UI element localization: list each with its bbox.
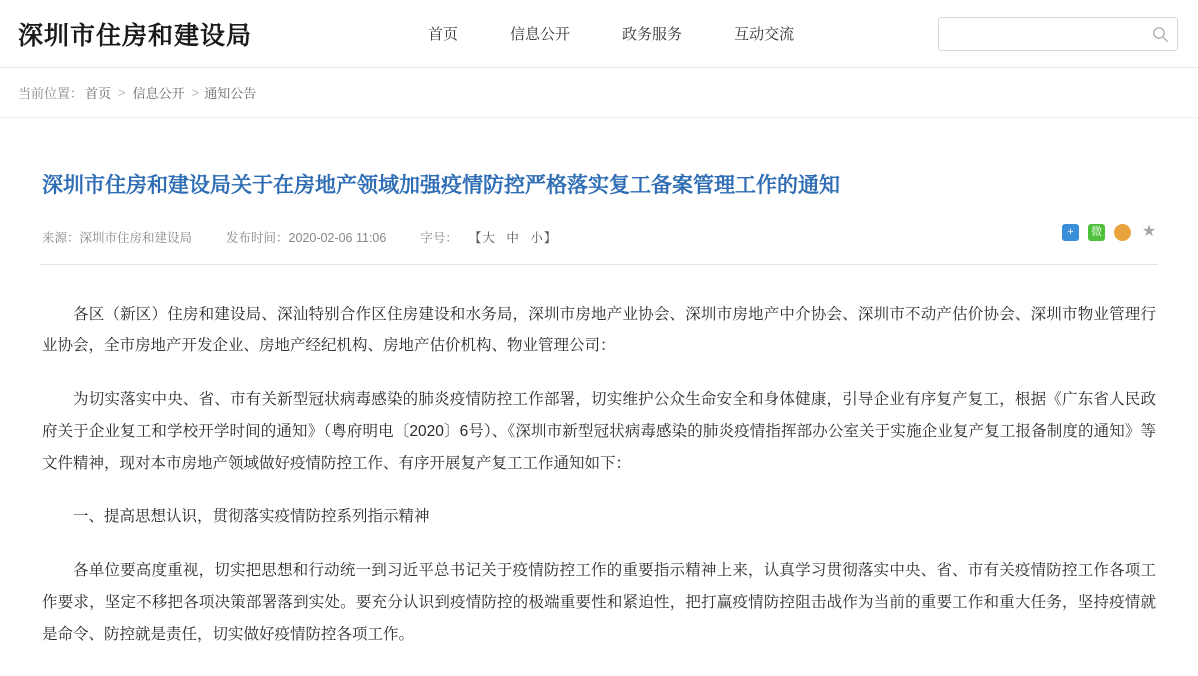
search-box[interactable] [938, 17, 1178, 51]
article-source-label: 来源： [42, 230, 80, 245]
main-navigation [428, 23, 794, 44]
search-icon[interactable] [1143, 18, 1177, 50]
nav-item-interaction[interactable]: 互动交流 [734, 26, 795, 43]
nav-item-information-disclosure[interactable]: 信息公开 [510, 26, 571, 43]
font-size-options [466, 228, 561, 246]
breadcrumb-item-information-disclosure[interactable]: 信息公开 [132, 86, 185, 101]
article-paragraph: 各单位要高度重视，切实把思想和行动统一到习近平总书记关于疫情防控工作的重要指示精神上来，认真学习贯彻落实中央、省、市有关疫情防控工作各项工作要求，坚定不移把各项决策部署落到实处。要充分认识到疫情防控的极端重要性和紧迫性，把打赢疫情防控阻击战作为当前的重要工作和重大任务，坚持疫情就是命令、防控就是责任，切实做好疫情防控各项工作。 [42, 562, 1156, 643]
font-size-medium[interactable]: 中 [506, 230, 520, 245]
article-meta [40, 223, 1158, 264]
nav-item-home[interactable]: 首页 [428, 26, 459, 43]
page-title: 深圳市住房和建设局关于在房地产领域加强疫情防控严格落实复工备案管理工作的通知 [42, 174, 840, 197]
meta-divider [40, 264, 1158, 265]
article-source [42, 228, 192, 246]
site-header [0, 0, 1198, 68]
share-favorite-icon[interactable]: ★ [1141, 223, 1157, 240]
article [40, 118, 1158, 650]
share-group [1062, 224, 1158, 241]
article-publish-label: 发布时间： [226, 230, 289, 245]
article-container [0, 118, 1198, 650]
article-paragraph: 各区（新区）住房和建设局、深汕特别合作区住房建设和水务局，深圳市房地产业协会、深圳市房地产中介协会、深圳市不动产估价协会、深圳市物业管理行业协会，全市房地产开发企业、房地产经纪机构、房地产估价机构、物业管理公司： [42, 305, 1156, 355]
share-weibo-icon[interactable] [1114, 224, 1131, 241]
font-size-large[interactable]: 【大 [468, 230, 496, 245]
breadcrumb-separator: > [118, 85, 126, 100]
breadcrumb [0, 68, 1198, 118]
share-wechat-icon[interactable]: 微 [1088, 224, 1105, 241]
article-publish-time [226, 228, 386, 246]
breadcrumb-label: 当前位置： [18, 86, 84, 101]
article-paragraph: 一、提高思想认识，贯彻落实疫情防控系列指示精神 [73, 508, 430, 526]
nav-item-government-services[interactable]: 政务服务 [622, 26, 683, 43]
font-size-label: 字号： [420, 230, 458, 245]
share-plus-icon[interactable]: + [1062, 224, 1079, 241]
article-publish-value: 2020-02-06 11:06 [288, 230, 387, 245]
font-size-small[interactable]: 小】 [530, 230, 558, 245]
breadcrumb-item-notice: 通知公告 [204, 86, 257, 101]
site-logo-title: 深圳市住房和建设局 [18, 21, 253, 50]
article-body [40, 299, 1158, 651]
article-paragraph: 为切实落实中央、省、市有关新型冠状病毒感染的肺炎疫情防控工作部署，切实维护公众生命安全和身体健康，引导企业有序复产复工，根据《广东省人民政府关于企业复工和学校开学时间的通知》（粤府明电〔2020〕6号）、《深圳市新型冠状病毒感染的肺炎疫情指挥部办公室关于实施企业复产复工报备制度的通知》等文件精神，现对本市房地产领域做好疫情防控工作、有序开展复产复工工作通知如下： [42, 391, 1156, 472]
font-size-control [420, 228, 560, 246]
article-source-value: 深圳市住房和建设局 [79, 230, 193, 245]
breadcrumb-item-home[interactable]: 首页 [85, 86, 112, 101]
search-input[interactable] [939, 18, 1143, 50]
breadcrumb-separator: > [191, 85, 200, 100]
